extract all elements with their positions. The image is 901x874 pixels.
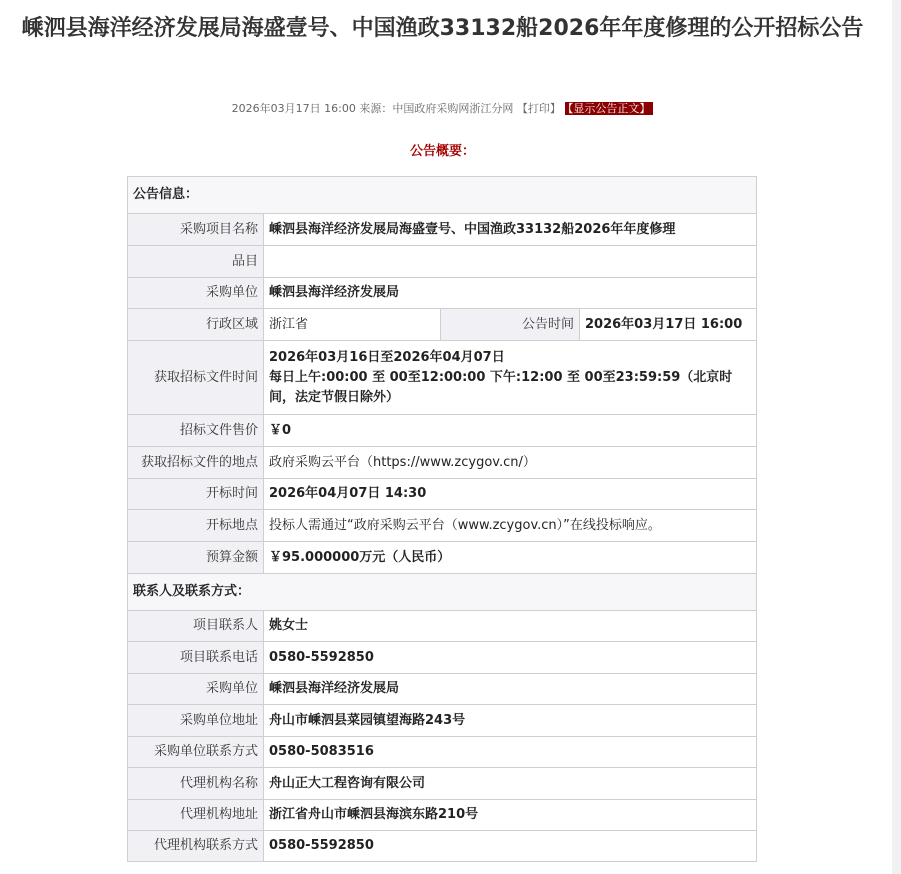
doc-place-value: 政府采购云平台（https://www.zcygov.cn/） (264, 447, 757, 479)
source-name: 中国政府采购网浙江分网 (392, 102, 514, 115)
section-row (128, 177, 757, 214)
table-row (128, 309, 757, 341)
row-label: 预算金额 (128, 542, 264, 574)
table-row (128, 800, 757, 831)
notice-time-value: 2026年03月17日 16:00 (580, 309, 757, 341)
section-row (128, 574, 757, 611)
row-label: 招标文件售价 (128, 415, 264, 447)
row-label: 开标地点 (128, 510, 264, 542)
agency-name-value: 舟山正大工程咨询有限公司 (264, 768, 757, 800)
table-row (128, 415, 757, 447)
region-value: 浙江省 (264, 309, 441, 341)
project-phone-value: 0580-5592850 (264, 642, 757, 674)
print-link[interactable]: 【打印】 (516, 102, 561, 115)
doc-time-daily-hours: 每日上午:00:00 至 00至12:00:00 下午:12:00 至 00至23:59:59（北京时间，法定节假日除外） (269, 369, 733, 405)
table-row (128, 246, 757, 278)
section-notice-info: 公告信息： (128, 177, 757, 214)
table-row (128, 768, 757, 800)
purchaser-address-value: 舟山市嵊泗县菜园镇望海路243号 (264, 705, 757, 737)
table-row (128, 611, 757, 642)
table-row (128, 479, 757, 510)
doc-time-value (264, 341, 757, 415)
summary-heading: 公告概要： (409, 144, 475, 159)
contact-purchaser-value: 嵊泗县海洋经济发展局 (264, 674, 757, 705)
notice-meta (0, 101, 885, 117)
row-label: 代理机构地址 (128, 800, 264, 831)
row-label: 获取招标文件的地点 (128, 447, 264, 479)
row-label: 采购单位联系方式 (128, 737, 264, 768)
open-place-value: 投标人需通过“政府采购云平台（www.zcygov.cn）”在线投标响应。 (264, 510, 757, 542)
doc-time-date-range: 2026年03月16日至2026年04月07日 (269, 349, 505, 365)
row-label: 项目联系人 (128, 611, 264, 642)
row-label: 采购单位 (128, 278, 264, 309)
agency-address-value: 浙江省舟山市嵊泗县海滨东路210号 (264, 800, 757, 831)
item-value (264, 246, 757, 278)
notice-info-table (127, 176, 757, 862)
project-contact-value: 姚女士 (264, 611, 757, 642)
source-label: 来源： (359, 102, 393, 115)
section-contact-info: 联系人及联系方式： (128, 574, 757, 611)
row-label: 品目 (128, 246, 264, 278)
row-label: 采购单位 (128, 674, 264, 705)
row-label: 采购单位地址 (128, 705, 264, 737)
table-row (128, 737, 757, 768)
budget-value: ￥95.000000万元（人民币） (264, 542, 757, 574)
show-notice-button[interactable]: 【显示公告正文】 (565, 102, 654, 115)
row-label: 代理机构联系方式 (128, 831, 264, 862)
scrollbar-track[interactable] (892, 0, 901, 874)
page-title: 嵊泗县海洋经济发展局海盛壹号、中国渔政33132船2026年年度修理的公开招标公告 (21, 16, 864, 41)
table-row (128, 447, 757, 479)
table-row (128, 831, 757, 862)
table-row (128, 705, 757, 737)
doc-price-value: ￥0 (264, 415, 757, 447)
row-label: 公告时间 (441, 309, 580, 341)
row-label: 采购项目名称 (128, 214, 264, 246)
row-label: 获取招标文件时间 (128, 341, 264, 415)
table-row (128, 510, 757, 542)
publish-date: 2026年03月17日 16:00 (231, 102, 356, 115)
table-row (128, 542, 757, 574)
table-row (128, 642, 757, 674)
table-row (128, 341, 757, 415)
row-label: 代理机构名称 (128, 768, 264, 800)
table-row (128, 278, 757, 309)
row-label: 开标时间 (128, 479, 264, 510)
agency-phone-value: 0580-5592850 (264, 831, 757, 862)
open-time-value: 2026年04月07日 14:30 (264, 479, 757, 510)
row-label: 项目联系电话 (128, 642, 264, 674)
table-row (128, 674, 757, 705)
table-row (128, 214, 757, 246)
purchaser-value: 嵊泗县海洋经济发展局 (264, 278, 757, 309)
project-name-value: 嵊泗县海洋经济发展局海盛壹号、中国渔政33132船2026年年度修理 (264, 214, 757, 246)
purchaser-phone-value: 0580-5083516 (264, 737, 757, 768)
row-label: 行政区域 (128, 309, 264, 341)
